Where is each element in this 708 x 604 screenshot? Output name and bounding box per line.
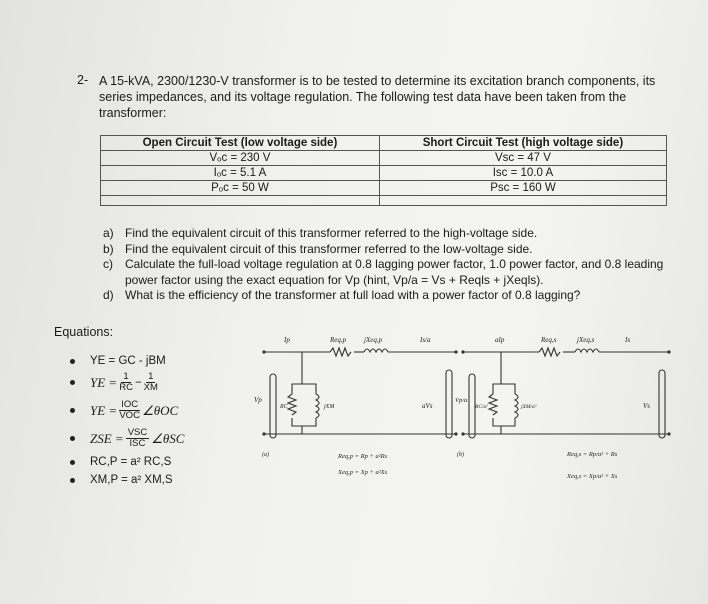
label-rc: RC: [280, 404, 288, 410]
resistor-rc: [288, 394, 296, 415]
equation-ye-oc: YE = $\frac{\text{IOC}}{\text{VOC}}$ ∠θOC: [70, 400, 178, 421]
label-vp: Vp: [254, 396, 262, 404]
equation-ye-def: YE = GC - jBM: [70, 355, 166, 367]
vp-polarity-bracket: [270, 374, 276, 438]
circuit-a-diagram: [250, 328, 470, 488]
label-is-a: Is/a: [420, 336, 431, 344]
question-parts: [103, 226, 673, 304]
terminal-icon: [667, 350, 670, 353]
xeq-s-formula: Xeq,s = Xp/a² + Xs: [567, 473, 618, 480]
bullet-icon: [70, 408, 75, 413]
req-s-formula: Req,s = Rp/a² + Rs: [567, 451, 618, 458]
bullet-icon: [70, 359, 75, 364]
label-xeq-s: jXeq,s: [577, 336, 595, 344]
equation-rc-referral: RC,P = a² RC,S: [70, 456, 171, 468]
resistor-req-s: [539, 348, 560, 356]
inductor-xm: [316, 394, 319, 418]
circuit-b-tag: (b): [457, 452, 464, 458]
inductor-xeq-s: [575, 349, 599, 352]
bullet-icon: [70, 380, 75, 385]
sc-voltage: Vsc = 47 V: [379, 151, 666, 166]
label-vs: Vs: [643, 402, 650, 410]
question-number: 2-: [77, 73, 89, 87]
bullet-icon: [70, 436, 75, 441]
bullet-icon: [70, 460, 75, 465]
sc-power: Psc = 160 W: [379, 181, 666, 196]
test-data-table: [100, 135, 667, 206]
part-b: b) Find the equivalent circuit of this transformer referred to the low-voltage side.: [103, 241, 533, 256]
resistor-req-p: [330, 348, 351, 356]
avs-polarity-bracket: [446, 370, 452, 438]
vs-polarity-bracket: [659, 370, 665, 438]
table-spacer: [101, 196, 380, 206]
xeq-p-formula: Xeq,p = Xp + a²Xs: [338, 469, 388, 476]
equation-xm-referral: XM,P = a² XM,S: [70, 474, 173, 486]
equation-ye-rc-xm: YE = $\frac{1}{RC}$ − $\frac{1}{XM}$: [70, 372, 160, 393]
terminal-icon: [667, 432, 670, 435]
label-rc-a2: RC/a²: [475, 404, 488, 410]
question-text: A 15-kVA, 2300/1230-V transformer is to be tested to determine its excitation branch components, its series impedances, and its voltage regulation. The following test data have been taken from the transformer:: [99, 74, 656, 120]
label-xeq-p: jXeq,p: [364, 336, 383, 344]
terminal-icon: [262, 432, 265, 435]
part-c: c) Calculate the full-load voltage regulation at 0.8 lagging power factor, 1.0 power factor, and 0.8 leading power factor using the exact equation for Vp (hint, Vp/a = Vs + Reqls + jXeqls).: [103, 257, 664, 287]
resistor-rc-a2: [489, 394, 497, 415]
label-ip: Ip: [284, 336, 290, 344]
wire: [493, 384, 515, 434]
circuit-b-diagram: [455, 328, 677, 488]
req-p-formula: Req,p = Rp + a²Rs: [338, 453, 388, 460]
label-is: Is: [625, 336, 631, 344]
bullet-icon: [70, 478, 75, 483]
wire: [292, 384, 316, 434]
terminal-icon: [461, 432, 464, 435]
equation-zse: ZSE = $\frac{\text{VSC}}{\text{ISC}}$ ∠θSC: [70, 428, 184, 449]
label-avs: aVs: [422, 402, 433, 410]
label-xm: jXM: [324, 404, 335, 410]
inductor-xeq-p: [364, 349, 388, 352]
oc-power: Pₒc = 50 W: [101, 181, 380, 196]
sc-header: Short Circuit Test (high voltage side): [379, 136, 666, 151]
label-aip: aIp: [495, 336, 505, 344]
sc-current: Isc = 10.0 A: [379, 166, 666, 181]
part-d: d) What is the efficiency of the transformer at full load with a power factor of 0.8 lagging?: [103, 288, 581, 302]
label-xm-a2: jXM/a²: [521, 404, 537, 410]
oc-voltage: Vₒc = 230 V: [101, 151, 380, 166]
label-req-p: Req,p: [330, 336, 347, 344]
terminal-icon: [262, 350, 265, 353]
inductor-xm-a2: [515, 394, 518, 418]
oc-current: Iₒc = 5.1 A: [101, 166, 380, 181]
equations-heading: Equations:: [54, 325, 114, 339]
circuit-a-tag: (a): [262, 452, 269, 458]
label-req-s: Req,s: [541, 336, 557, 344]
label-vp-a: Vp/a: [455, 397, 468, 404]
table-spacer: [379, 196, 666, 206]
terminal-icon: [461, 350, 464, 353]
oc-header: Open Circuit Test (low voltage side): [101, 136, 380, 151]
part-a: a) Find the equivalent circuit of this transformer referred to the high-voltage side.: [103, 226, 538, 240]
